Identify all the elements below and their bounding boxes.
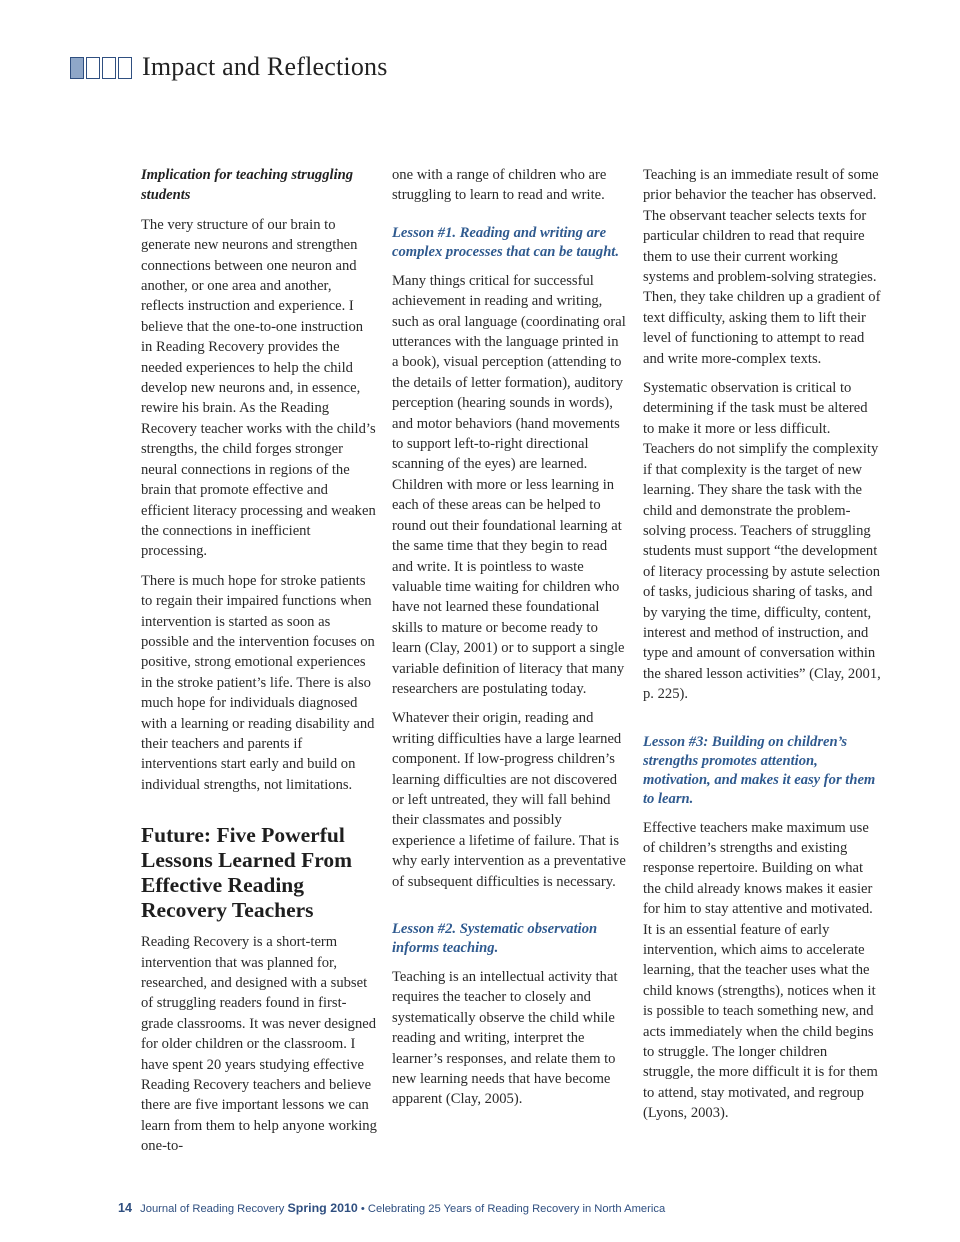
issue-date: Spring 2010 [287,1201,358,1215]
paragraph: one with a range of children who are struggling to learn to read and write. [392,167,607,204]
square-icon [102,57,116,79]
journal-name: Journal of Reading Recovery [140,1203,285,1215]
paragraph: Reading Recovery is a short-term intervention that was planned for, researched, and designed with a subset of struggling readers found in first-grade classrooms. It was never designed for older children or the classroom. I have spent 20 years studying effective Reading Recovery teachers and believe there are five important lessons we can learn from them to help anyone working one-to- [141,934,377,1155]
square-icon [118,57,132,79]
paragraph: Systematic observation is critical to determining if the task must be altered to make it more or less difficult. Teachers do not simplify the complexity if that complexity is the target of new learning. They share the task with the child and demonstrate the problem-solving process. Teachers of struggling students must support “the development of literacy processing by astute selection of tasks, judicious sharing of tasks, and by varying the time, difficulty, content, interest and method of instruction, and type and amount of conversation within the shared lesson activities” (Clay, 2001, p. 225). [643,380,881,703]
four-squares-icon [70,57,134,83]
lesson-3-heading: Lesson #3: Building on children’s strengths promotes attention, motivation, and makes it easy for them to learn. [643,733,876,807]
lesson-2-heading: Lesson #2. Systematic observation informs teaching. [392,921,598,956]
paragraph: Effective teachers make maximum use of children’s strengths and existing response repertoire. Building on what the child already knows makes it easier for him to stay attentive and motivated. It is an essential feature of early intervention, which aims to accelerate learning, that the teacher uses what the child knows (strengths), notices when it is possible to teach something new, and acts immediately when the child begins to struggle. The longer children struggle, the more difficult it is for them to attend, stay motivated, and regroup (Lyons, 2003). [643,819,878,1122]
paragraph: Many things critical for successful achievement in reading and writing, such as oral language (coordinating oral utterances with the language printed in a book), visual perception (attending to the details of letter formation), auditory perception (hearing sounds in words), and motor behaviors (hand movements to support left-to-right directional scanning of the eyes) are learned. Children with more or less learning in each of these areas can be helped to round out their foundational learning at the same time that they begin to read and write. It is pointless to waste valuable time waiting for children who have not learned these foundational skills to mature or become ready to learn (Clay, 2001) or to support a single variable definition of literacy that many researchers are postulating today. [392,272,626,697]
section-heading-future: Future: Five Powerful Lessons Learned From Effective Reading Recovery Teachers [141,823,353,923]
subheading-implication: Implication for teaching struggling students [141,167,354,204]
paragraph: There is much hope for stroke patients to regain their impaired functions when intervention is started as soon as possible and the intervention focuses on positive, strong emotional experiences in the stroke patient’s life. There is also much hope for individuals diagnosed with a learning or reading disability and their teachers and parents if interventions start early and build on individual strengths, not limitations. [141,572,375,793]
square-icon-filled [70,57,84,79]
paragraph: Teaching is an intellectual activity that requires the teacher to closely and systematically observe the child while reading and writing, interpret the learner’s responses, and relate them to new learning needs that have become apparent (Clay, 2005). [392,969,618,1108]
page-number: 14 [118,1201,133,1215]
column-2 [392,165,628,1119]
footer-separator: • [357,1203,368,1215]
paragraph: Teaching is an immediate result of some prior behavior the teacher has observed. The observant teacher selects texts for particular children to read that require them to use their current working systems and problem-solving strategies. Then, they take children up a gradient of text difficulty, asking them to lift their level of functioning to attempt to read and write more-complex texts. [643,167,881,367]
lesson-1-heading: Lesson #1. Reading and writing are complex processes that can be taught. [392,224,620,260]
column-3 [643,165,881,1133]
paragraph: The very structure of our brain to generate new neurons and strengthen connections between one neuron and another, or one area and another, reflects instruction and experience. I believe that the one-to-one instruction in Reading Recovery provides the needed experiences to help the child develop new neurons and, in essence, rewire his brain. As the Reading Recovery teacher works with the child’s strengths, the child forges stronger neural connections in regions of the brain that promote effective and efficient literacy processing and weaken the connections in inefficient processing. [141,216,376,560]
section-title: Impact and Reflections [142,52,388,81]
square-icon [86,57,100,79]
footer-tagline: Celebrating 25 Years of Reading Recovery in North America [367,1203,666,1215]
paragraph: Whatever their origin, reading and writing difficulties have a large learned component. If low-progress children’s learning difficulties are not discovered or left untreated, they will fall behind their classmates and possibly experience a lifetime of failure. That is why early intervention as a preventative of subsequent difficulties is necessary. [392,710,626,890]
column-1 [141,165,377,1166]
page-footer [118,1201,665,1215]
